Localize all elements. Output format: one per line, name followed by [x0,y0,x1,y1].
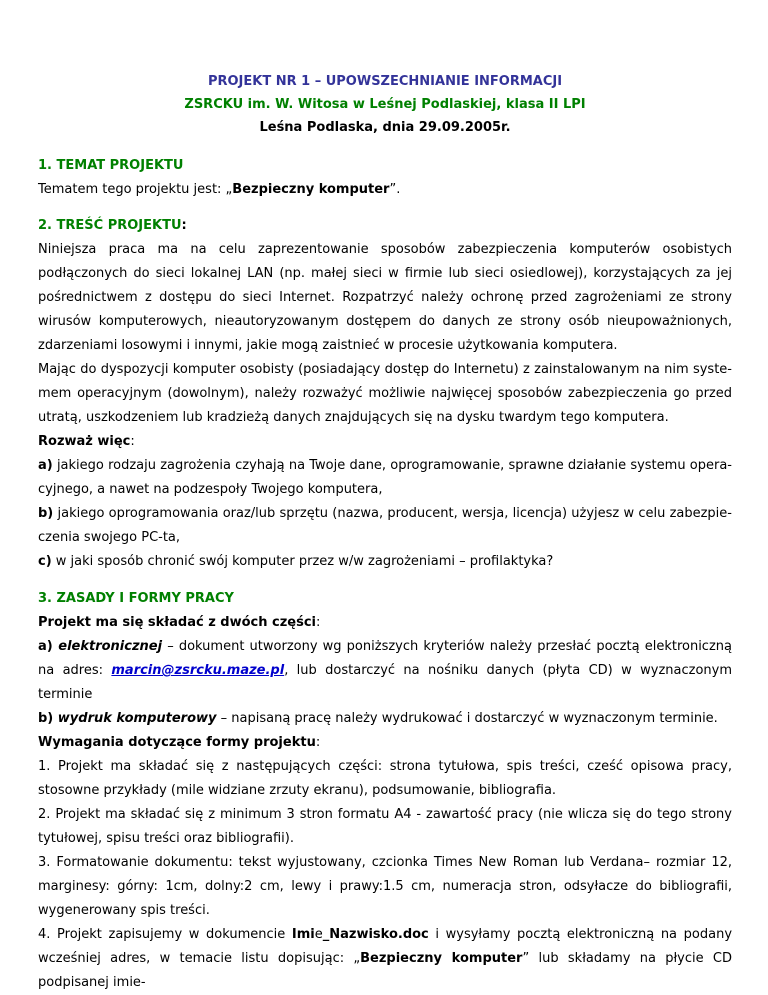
email-link[interactable]: marcin@zsrcku.maze.pl [111,663,285,678]
section-1-text: Tematem tego projektu jest: „Bezpieczny komputer”. [38,182,401,197]
section-3-item-b: b) wydruk komputerowy – napisaną pracę należy wydrukować i dostarczyć w wyznaczonym terminie. [38,711,718,726]
requirements-heading: Wymagania dotyczące formy projektu: [38,735,321,750]
section-2-item-a: a) jakiego rodzaju zagrożenia czyhają na Twoje dane, oprogramowanie, sprawne działanie systemu operacyjnego, a nawet na podzespoły Twojego komputera, [38,458,732,497]
date-line: Leśna Podlaska, dnia 29.09.2005r. [259,120,511,135]
section-2-paragraph-1: Niniejsza praca ma na celu zaprezentowanie sposobów zabezpieczenia komputerów osobistych podłączonych do sieci lokalnej LAN (np. małej sieci w firmie lub sieci osiedlowej), korzystających za jej pośrednictwem z dostępu do sieci Internet. Rozpatrzyć należy ochronę przed zagrożeniami ze strony wirusów komputerowych, nieautoryzowanym dostępem do danych ze strony osób nieupoważnionych, zdarzeniami losowymi i innymi, jakie mogą zaistnieć w procesie użytkowania komputera. [38,242,732,353]
section-3-intro: Projekt ma się składać z dwóch części: [38,615,321,630]
section-3-item-a: a) elektronicznej – dokument utworzony wg poniższych kryteriów należy przesłać pocztą elektroniczną na adres: marcin@zsrcku.maze.pl, lub dostarczyć na nośniku danych (płyta CD) w wyznaczonym terminie [38,639,732,702]
requirement-4: 4. Projekt zapisujemy w dokumencie Imie_Nazwisko.doc i wysyłamy pocztą elektroniczną na podany wcześniej adres, w temacie listu dopisując: „Bezpieczny komputer” lub składamy na płycie CD podpisanej imie- [38,927,733,990]
requirement-1: 1. Projekt ma składać się z następujących części: strona tytułowa, spis treści, cześć opisowa pracy, stosowne przykłady (mile widziane zrzuty ekranu), podsumowanie, bibliografia. [38,759,732,798]
requirement-2: 2. Projekt ma składać się z minimum 3 stron formatu A4 - zawartość pracy (nie wlicza się do tego strony tytułowej, spisu treści oraz bibliografii). [38,807,732,846]
section-1-heading: 1. TEMAT PROJEKTU [38,158,184,173]
document-header [38,72,732,142]
document-page [38,72,732,995]
requirement-3: 3. Formatowanie dokumentu: tekst wyjustowany, czcionka Times New Roman lub Verdana– rozmiar 12, marginesy: górny: 1cm, dolny:2 cm, lewy i prawy:1.5 cm, numeracja stron, odsyłacze do bibliografii, wygenerowany spis treści. [38,855,732,918]
section-2-paragraph-2: Mając do dyspozycji komputer osobisty (posiadający dostęp do Internetu) z zainstalowanym na nim systemem operacyjnym (dowolnym), należy rozważyć możliwie najwięcej sposobów zabezpieczenia go przed utratą, uszkodzeniem lub kradzieżą danych znajdujących się na dysku twardym tego komputera. [38,362,732,425]
school-line: ZSRCKU im. W. Witosa w Leśnej Podlaskiej, klasa II LPI [184,97,586,112]
section-3-heading: 3. ZASADY I FORMY PRACY [38,591,234,606]
project-title: PROJEKT NR 1 – UPOWSZECHNIANIE INFORMACJI [207,74,563,89]
section-2-item-b: b) jakiego oprogramowania oraz/lub sprzętu (nazwa, producent, wersja, licencja) użyjesz w celu zabezpieczenia swojego PC-ta, [38,506,732,545]
section-2-heading: 2. TREŚĆ PROJEKTU: [38,218,187,233]
section-2-consider: Rozważ więc: [38,434,135,449]
section-2-item-c: c) w jaki sposób chronić swój komputer przez w/w zagrożeniami – profilaktyka? [38,554,554,569]
